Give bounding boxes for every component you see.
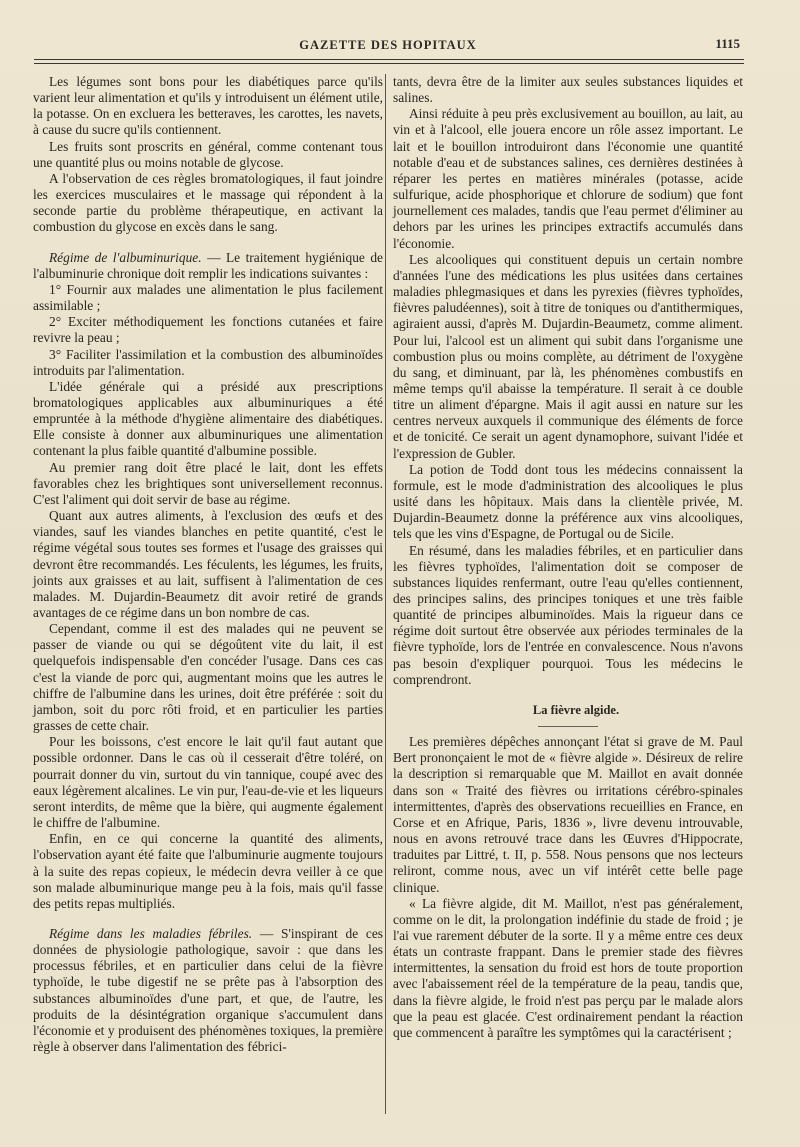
page-number: 1115 — [715, 36, 740, 51]
paragraph-albuminurie — [33, 250, 383, 282]
header-rule-top — [34, 59, 744, 60]
paragraph: La potion de Todd dont tous les médecins connaissent la formule, est le mode d'administration des alcooliques le plus usité dans les hôpitaux. Mais dans la clientèle privée, M. Dujardin-Beaumetz donne la préférence aux vins alcooliques, tels que les vins d'Espagne, de Portugal ou de Sicile. — [393, 461, 743, 542]
paragraph: A l'observation de ces règles bromatologiques, il faut joindre les exercices musculaires et le massage qui répondent à la seconde partie du problème thérapeutique, en activant la combustion du glycose en excès dans le sang. — [33, 170, 383, 235]
page-header — [36, 38, 740, 54]
subsection-text: — Le traitement hygiénique de l'albuminurie chronique doit remplir les indications suivantes : — [33, 249, 383, 281]
paragraph: Cependant, comme il est des malades qui ne peuvent se passer de viande ou qui se dégoûtent vite du lait, il est quelquefois indispensable d'en concéder l'usage. Dans ces cas c'est la viande de porc qui, augmentant moins que les autres le chiffre de l'albumine dans les urines, doit être préférée : soit du jambon, soit du porc rôti froid, et en particulier les parties grasses de cette chair. — [33, 621, 383, 734]
section-title: La fièvre algide. — [532, 702, 620, 717]
paragraph: Les légumes sont bons pour les diabétiques parce qu'ils varient leur alimentation et qu'ils y introduisent un élément utile, la potasse. On en excluera les betteraves, les carottes, les navets, à cause du sucre qu'ils contiennent. — [33, 74, 383, 138]
paragraph: Les premières dépêches annonçant l'état si grave de M. Paul Bert prononçaient le mot de « fièvre algide ». Désireux de relire la description si remarquable que M. Maillot en avait donnée dans son « Traité des fièvres ou irritations cérébro-spinales intermittentes, d'après des observations recueillies en France, en Corse et en Afrique, Paris, 1836 », livre devenu introuvable, nous en avons retrouvé trace dans les Œuvres d'Hippocrate, traduites par Littré, t. II, p. 558. Nous pensons que nos lecteurs reliront, comme nous, avec un vif intérêt cette belle page clinique. — [393, 734, 743, 895]
paragraph: Ainsi réduite à peu près exclusivement au bouillon, au lait, au vin et à l'alcool, elle jouera encore un rôle assez important. Le lait et le bouillon introduiront dans l'économie une quantité notable d'eau et de substances salines, ces dernières destinées à réparer les pertes en matières minérales (potasse, acide sulfurique, acide phosphorique et chlorure de sodium) que font journellement ces malades, tandis que l'eau permet d'éliminer au dehors par les urines les principes extractifs accumulés dans l'économie. — [393, 106, 743, 251]
paragraph: 1° Fournir aux malades une alimentation le plus facilement assimilable ; — [33, 281, 383, 314]
paragraph: Enfin, en ce qui concerne la quantité des aliments, l'observation ayant été faite que l'albuminurie augmente toujours à la suite des repas copieux, le médecin devra veiller à ce que son malade albuminurique mange peu à la fois, mais qu'il fasse des petits repas multipliés. — [33, 831, 383, 911]
subsection-title: Régime dans les maladies fébriles. — [49, 925, 253, 941]
paragraph: « La fièvre algide, dit M. Maillot, n'est pas généralement, comme on le dit, la prolongation indéfinie du stade de froid ; je l'ai vue rarement débuter de la sorte. Il y a même entre ces deux états un contraste frappant. Dans le premier stade des fièvres intermittentes, la sensation du froid est hors de toute proportion avec l'abaissement réel de la température de la peau, tandis que, dans la fièvre algide, le froid n'est pas perçu par le malade alors que la peau est glacée. C'est ordinairement pendant la réaction que commencent à paraître les symptômes qui la caractérisent ; — [393, 895, 743, 1040]
paragraph: L'idée générale qui a présidé aux prescriptions bromatologiques applicables aux albuminuriques a été empruntée à la méthode d'hygiène alimentaire des diabétiques. Elle consiste à donner aux albuminuriques une alimentation contenant la plus faible quantité d'albumine possible. — [33, 378, 383, 459]
publication-title: GAZETTE DES HOPITAUX — [299, 38, 477, 52]
paragraph: Au premier rang doit être placé le lait, dont les effets favorables chez les brightiques sont universellement reconnus. C'est l'aliment qui doit servir de base au régime. — [33, 459, 383, 507]
paragraph: Pour les boissons, c'est encore le lait qu'il faut autant que possible ordonner. Dans le cas où il cesserait d'être toléré, on pourrait donner du vin, surtout du vin tannique, coupé avec des eaux légèrement alcalines. Le vin pur, l'eau-de-vie et les liqueurs seront interdits, de même que la bière, qui augmente également le chiffre de l'albumine. — [33, 734, 383, 831]
paragraph: En résumé, dans les maladies fébriles, et en particulier dans les fièvres typhoïdes, l'alimentation doit se composer de substances liquides renfermant, outre l'eau qu'elles contiennent, des principes salins, des principes toniques et une très faible quantité de principes albuminoïdes. Mais la rigueur dans ce régime doit surtout être observée aux périodes terminales de la fièvre typhoïde, lors de l'entrée en convalescence. Nous n'avons pas besoin d'expliquer pourquoi. Tous les médecins le comprendront. — [393, 542, 743, 687]
paragraph: Les alcooliques qui constituent depuis un certain nombre d'années l'une des médications les plus usitées dans certaines maladies phlegmasiques et dans les pyrexies (fièvres typhoïdes, fièvres paludéennes), soit à titre de toniques ou d'antithermiques, agiraient aussi, d'après M. Dujardin-Beaumetz, comme aliment. Pour lui, l'alcool est un aliment qui subit dans l'organisme une combustion plus ou moins complète, au détriment de l'oxygène du sang, et diminuant, par là, les phénomènes combustifs en même temps qu'il abaisse la température. Il serait à ce double titre un aliment d'épargne. Mais il agit aussi en nature sur les centres nerveux auxquels il communique des éléments de force et de tonicité. Ce serait un agent dynamophore, suivant l'idée et l'expression de Gubler. — [393, 251, 743, 461]
header-rule-bottom — [34, 63, 744, 64]
paragraph: 3° Faciliter l'assimilation et la combustion des albuminoïdes introduits par l'alimentation. — [33, 346, 383, 378]
right-column — [393, 74, 743, 1041]
paragraph: Les fruits sont proscrits en général, comme contenant tous une quantité plus ou moins notable de glycose. — [33, 138, 383, 170]
subsection-text: — S'inspirant de ces données de physiologie pathologique, savoir : que dans les processus fébriles, et en particulier dans celui de la fièvre typhoïde, le tube digestif ne se prête pas à l'absorption des substances albuminoïdes d'une part, et que, de l'autre, les produits de la désintégration organique s'accumulent dans l'économie et y produisent des phénomènes toxiques, la première règle à observer dans l'alimentation des fébrici- — [33, 925, 383, 1055]
subsection-title: Régime de l'albuminurique. — [49, 249, 202, 265]
left-column — [33, 74, 383, 1055]
paragraph-maladies-febriles — [33, 926, 383, 1055]
paragraph: tants, devra être de la limiter aux seules substances liquides et salines. — [393, 74, 743, 106]
paragraph: 2° Exciter méthodiquement les fonctions cutanées et faire revivre la peau ; — [33, 314, 383, 346]
paragraph: Quant aux autres aliments, à l'exclusion des œufs et des viandes, sauf les viandes blanches en petite quantité, c'est le régime végétal sous toutes ses formes et l'usage des graisses qui devront être recommandés. Les féculents, les légumes, les fruits, joints aux graisses et au lait, suffisent à l'alimentation de ces malades. M. Dujardin-Beaumetz dit avoir retiré de grands avantages de ce régime dans un bon nombre de cas. — [33, 508, 383, 620]
column-divider — [385, 74, 386, 1114]
